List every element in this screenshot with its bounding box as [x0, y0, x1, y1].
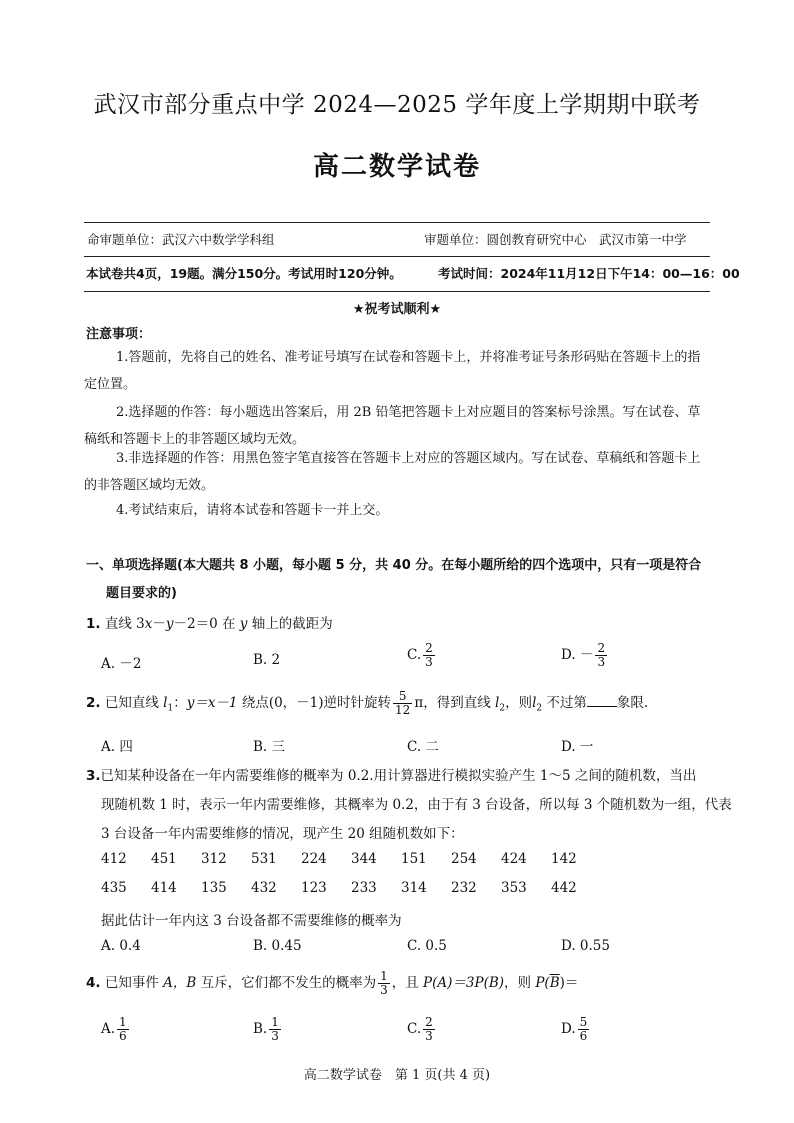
q2-text: ，得到直线 — [423, 695, 491, 711]
question-3 — [86, 764, 696, 784]
notice-item-1: 1.答题前，先将自己的姓名、准考证号填写在试卷和答题卡上，并将准考证号条形码贴在答题卡上的指定位置。 — [84, 350, 701, 392]
q4-text: )＝ — [559, 975, 579, 991]
q2-text: 象限. — [616, 695, 649, 711]
notice-item-2: 2.选择题的作答：每小题选出答案后，用 2B 铅笔把答题卡上对应题目的答案标号涂黑。写在试卷、草稿纸和答题卡上的非答题区域均无效。 — [84, 405, 701, 447]
events: A，B — [163, 975, 197, 991]
notice-item-3: 3.非选择题的作答：用黑色签字笔直接答在答题卡上对应的答题区域内。写在试卷、草稿纸和答题卡上的非答题区域均无效。 — [84, 451, 701, 493]
mid-rule — [84, 256, 710, 257]
random-number: 224 — [301, 851, 327, 867]
subscript: 2 — [499, 703, 506, 714]
exam-info-left: 本试卷共4页，19题。满分150分。考试用时120分钟。 — [86, 266, 402, 281]
var-l: l — [495, 695, 500, 711]
q1-text: 直线 3 — [104, 616, 145, 632]
denominator: 6 — [579, 1029, 588, 1043]
random-numbers-row-1 — [101, 851, 601, 867]
question-3-ask: 据此估计一年内这 3 台设备都不需要维修的概率为 — [101, 913, 402, 929]
denominator: 12 — [395, 703, 411, 717]
fraction — [423, 642, 435, 669]
equation: y＝x－1 — [186, 695, 238, 711]
top-rule — [84, 222, 710, 223]
fraction — [117, 1016, 129, 1043]
random-number: 254 — [451, 851, 477, 867]
exam-subtitle: 高二数学试卷 — [312, 152, 481, 182]
q4-option-a — [101, 1016, 131, 1043]
var-y: y — [165, 616, 174, 632]
option-label: C. — [407, 647, 422, 663]
numerator: 5 — [393, 690, 412, 704]
q2-option-b: B. 三 — [253, 739, 286, 755]
q3-option-b: B. 0.45 — [253, 938, 302, 954]
denominator: 6 — [119, 1029, 127, 1043]
var-l: l — [163, 695, 168, 711]
section-heading: 一、单项选择题(本大题共 8 小题，每小题 5 分，共 40 分。在每小题所给的四个选项中，只有一项是符合 — [86, 558, 702, 573]
notice-heading: 注意事项： — [86, 327, 152, 342]
bottom-rule — [84, 291, 710, 292]
random-number: 135 — [201, 880, 227, 896]
question-3-line-2: 现随机数 1 时，表示一年内需要维修，其概率为 0.2，由于有 3 台设备，所以每 3 个随机数为一组，代表 — [101, 797, 732, 813]
q4-option-b — [253, 1016, 283, 1043]
fraction — [269, 1016, 281, 1043]
random-number: 353 — [501, 880, 527, 896]
q2-text: 不过第 — [546, 695, 587, 711]
random-number: 442 — [551, 880, 577, 896]
fraction — [378, 970, 390, 997]
subscript: 1 — [167, 703, 174, 714]
random-number: 432 — [251, 880, 277, 896]
random-number: 142 — [551, 851, 577, 867]
question-4 — [86, 970, 578, 997]
reviewer-line: 审题单位：圆创教育研究中心 武汉市第一中学 — [424, 232, 687, 247]
question-3-line-3: 3 台设备一年内需要维修的情况，现产生 20 组随机数如下： — [101, 826, 464, 842]
random-number: 312 — [201, 851, 227, 867]
question-number: 2. — [86, 695, 101, 711]
pi-symbol: π — [414, 695, 424, 711]
q3-option-a: A. 0.4 — [101, 938, 141, 954]
fraction — [393, 690, 412, 717]
random-numbers-row-2 — [101, 880, 601, 896]
numerator: 1 — [119, 1015, 127, 1029]
numerator: 2 — [425, 1015, 433, 1029]
option-label: C. — [407, 1021, 422, 1037]
numerator: 1 — [380, 969, 388, 983]
q1-text: 轴上的截距为 — [251, 616, 333, 632]
q4-text: 已知事件 — [104, 975, 159, 991]
page-footer: 高二数学试卷 第 1 页(共 4 页) — [303, 1068, 491, 1083]
var-l: l — [532, 695, 537, 711]
q2-text: ： — [173, 695, 187, 711]
exam-title: 武汉市部分重点中学 2024—2025 学年度上学期期中联考 — [93, 92, 701, 118]
question-number: 3. — [86, 768, 101, 784]
equation: P(A)＝3P(B) — [423, 975, 505, 991]
q3-option-c: C. 0.5 — [407, 938, 447, 954]
q1-text: －2＝0 在 — [173, 616, 236, 632]
random-number: 151 — [401, 851, 427, 867]
good-luck-banner: ★祝考试顺利★ — [352, 302, 442, 317]
subscript: 2 — [536, 703, 543, 714]
answer-blank — [587, 694, 617, 707]
exam-info-right: 考试时间：2024年11月12日下午14：00—16：00 — [438, 266, 740, 281]
setter-line: 命审题单位：武汉六中数学学科组 — [87, 232, 275, 247]
q4-text: 互斥，它们都不发生的概率为 — [200, 975, 377, 991]
numerator: 2 — [597, 641, 606, 655]
random-number: 451 — [151, 851, 177, 867]
random-number: 414 — [151, 880, 177, 896]
q3-text: 已知某种设备在一年内需要维修的概率为 0.2.用计算器进行模拟实验产生 1～5 之间的随机数，当出 — [100, 768, 697, 784]
numerator: 1 — [271, 1015, 279, 1029]
var-x: x — [144, 616, 153, 632]
denominator: 3 — [597, 655, 606, 669]
random-number: 233 — [351, 880, 377, 896]
prob-p: P( — [535, 975, 550, 991]
q4-text: ，且 — [391, 975, 419, 991]
question-1 — [86, 612, 333, 632]
option-label: B. — [253, 1021, 268, 1037]
q2-option-d: D. 一 — [561, 739, 594, 755]
var-y: y — [239, 616, 248, 632]
denominator: 3 — [380, 983, 388, 997]
complement-b: $\overline{B}$ — [549, 975, 560, 991]
q1-option-c — [407, 642, 437, 669]
random-number: 314 — [401, 880, 427, 896]
option-label: A. — [101, 1021, 116, 1037]
numerator: 2 — [425, 641, 433, 655]
q1-option-b: B. 2 — [253, 652, 281, 668]
section-heading-cont: 题目要求的) — [106, 586, 177, 601]
q3-option-d: D. 0.55 — [561, 938, 610, 954]
question-number: 1. — [86, 616, 101, 632]
q4-option-c — [407, 1016, 437, 1043]
denominator: 3 — [425, 1029, 433, 1043]
q1-option-d — [561, 642, 609, 669]
random-number: 531 — [251, 851, 277, 867]
fraction — [595, 642, 607, 669]
fraction — [423, 1016, 435, 1043]
fraction — [578, 1016, 590, 1043]
denominator: 3 — [271, 1029, 279, 1043]
random-number: 344 — [351, 851, 377, 867]
q2-text: ，则 — [505, 695, 533, 711]
q2-option-a: A. 四 — [101, 739, 133, 755]
q2-option-c: C. 二 — [407, 739, 439, 755]
random-number: 412 — [101, 851, 127, 867]
q1-text: － — [152, 616, 166, 632]
denominator: 3 — [425, 655, 433, 669]
q2-text: 绕点(0，－1)逆时针旋转 — [241, 695, 392, 711]
q2-text: 已知直线 — [104, 695, 159, 711]
numerator: 5 — [579, 1015, 588, 1029]
random-number: 123 — [301, 880, 327, 896]
random-number: 435 — [101, 880, 127, 896]
question-2 — [86, 690, 648, 717]
q4-text: ，则 — [504, 975, 532, 991]
random-number: 424 — [501, 851, 527, 867]
notice-item-4: 4.考试结束后，请将本试卷和答题卡一并上交。 — [116, 503, 389, 518]
option-label: D. － — [561, 647, 594, 663]
option-label: D. — [561, 1021, 576, 1037]
question-number: 4. — [86, 975, 101, 991]
random-number: 232 — [451, 880, 477, 896]
q1-option-a: A. －2 — [101, 656, 142, 672]
q4-option-d — [561, 1016, 591, 1043]
